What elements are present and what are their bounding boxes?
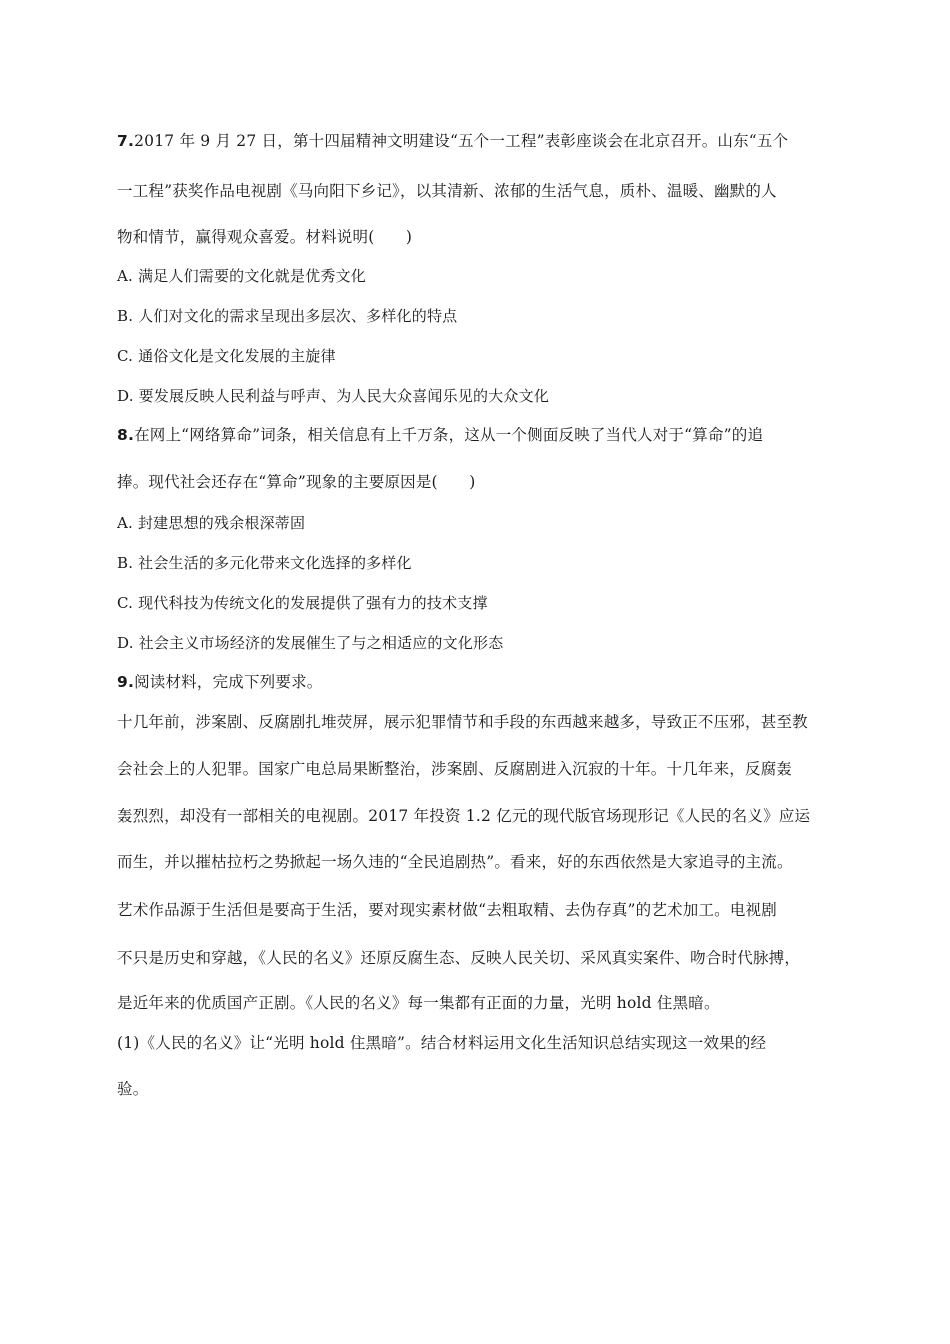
q9-material-line-6: 不只是历史和穿越，《人民的名义》还原反腐生态、反映人民关切、采风真实案件、吻合时代脉搏， — [117, 949, 801, 967]
q7-number: 7. — [117, 132, 135, 150]
q8-option-b: B. 社会生活的多元化带来文化选择的多样化 — [117, 554, 412, 572]
q9-material-line-4: 而生，并以摧枯拉朽之势掀起一场久违的“全民追剧热”。看来，好的东西依然是大家追寻的主流。 — [117, 853, 793, 871]
q7-option-b: B. 人们对文化的需求呈现出多层次、多样化的特点 — [117, 307, 458, 325]
q9-stem-line-1: 9.阅读材料，完成下列要求。 — [117, 673, 323, 691]
q8-option-d: D. 社会主义市场经济的发展催生了与之相适应的文化形态 — [117, 634, 504, 652]
q9-subquestion-line-2: 验。 — [117, 1080, 149, 1098]
q7-stem-line-3: 物和情节，赢得观众喜爱。材料说明( ) — [117, 228, 413, 246]
q7-option-d: D. 要发展反映人民利益与呼声、为人民大众喜闻乐见的大众文化 — [117, 387, 550, 405]
q9-material-line-2: 会社会上的人犯罪。国家广电总局果断整治，涉案剧、反腐剧进入沉寂的十年。十几年来，反腐轰 — [117, 760, 793, 778]
q9-material-line-5: 艺术作品源于生活但是要高于生活，要对现实素材做“去粗取精、去伪存真”的艺术加工。电视剧 — [117, 901, 777, 919]
q8-number: 8. — [117, 426, 135, 444]
q7-stem-line-2: 一工程”获奖作品电视剧《马向阳下乡记》，以其清新、浓郁的生活气息，质朴、温暖、幽默的人 — [117, 182, 777, 200]
q8-option-a: A. 封建思想的残余根深蒂固 — [117, 514, 306, 532]
q8-stem-line-1: 8.在网上“网络算命”词条，相关信息有上千万条，这从一个侧面反映了当代人对于“算命”的追 — [117, 426, 764, 444]
q9-material-line-7: 是近年来的优质国产正剧。《人民的名义》每一集都有正面的力量，光明 hold 住黑暗。 — [117, 994, 720, 1012]
q9-material-line-3: 轰烈烈，却没有一部相关的电视剧。2017 年投资 1.2 亿元的现代版官场现形记《人民的名义》应运 — [117, 807, 811, 825]
q9-subquestion-line-1: (1)《人民的名义》让“光明 hold 住黑暗”。结合材料运用文化生活知识总结实现这一效果的经 — [117, 1034, 767, 1052]
q8-stem-line-2: 捧。现代社会还存在“算命”现象的主要原因是( ) — [117, 473, 476, 491]
q8-option-c: C. 现代科技为传统文化的发展提供了强有力的技术支撑 — [117, 594, 488, 612]
q9-material-line-1: 十几年前，涉案剧、反腐剧扎堆荧屏，展示犯罪情节和手段的东西越来越多，导致正不压邪，甚至教 — [117, 713, 808, 731]
q7-option-a: A. 满足人们需要的文化就是优秀文化 — [117, 267, 366, 285]
q9-number: 9. — [117, 673, 135, 691]
q7-option-c: C. 通俗文化是文化发展的主旋律 — [117, 347, 336, 365]
q7-stem-line-1: 7.2017 年 9 月 27 日，第十四届精神文明建设“五个一工程”表彰座谈会在北京召开。山东“五个 — [117, 132, 789, 150]
